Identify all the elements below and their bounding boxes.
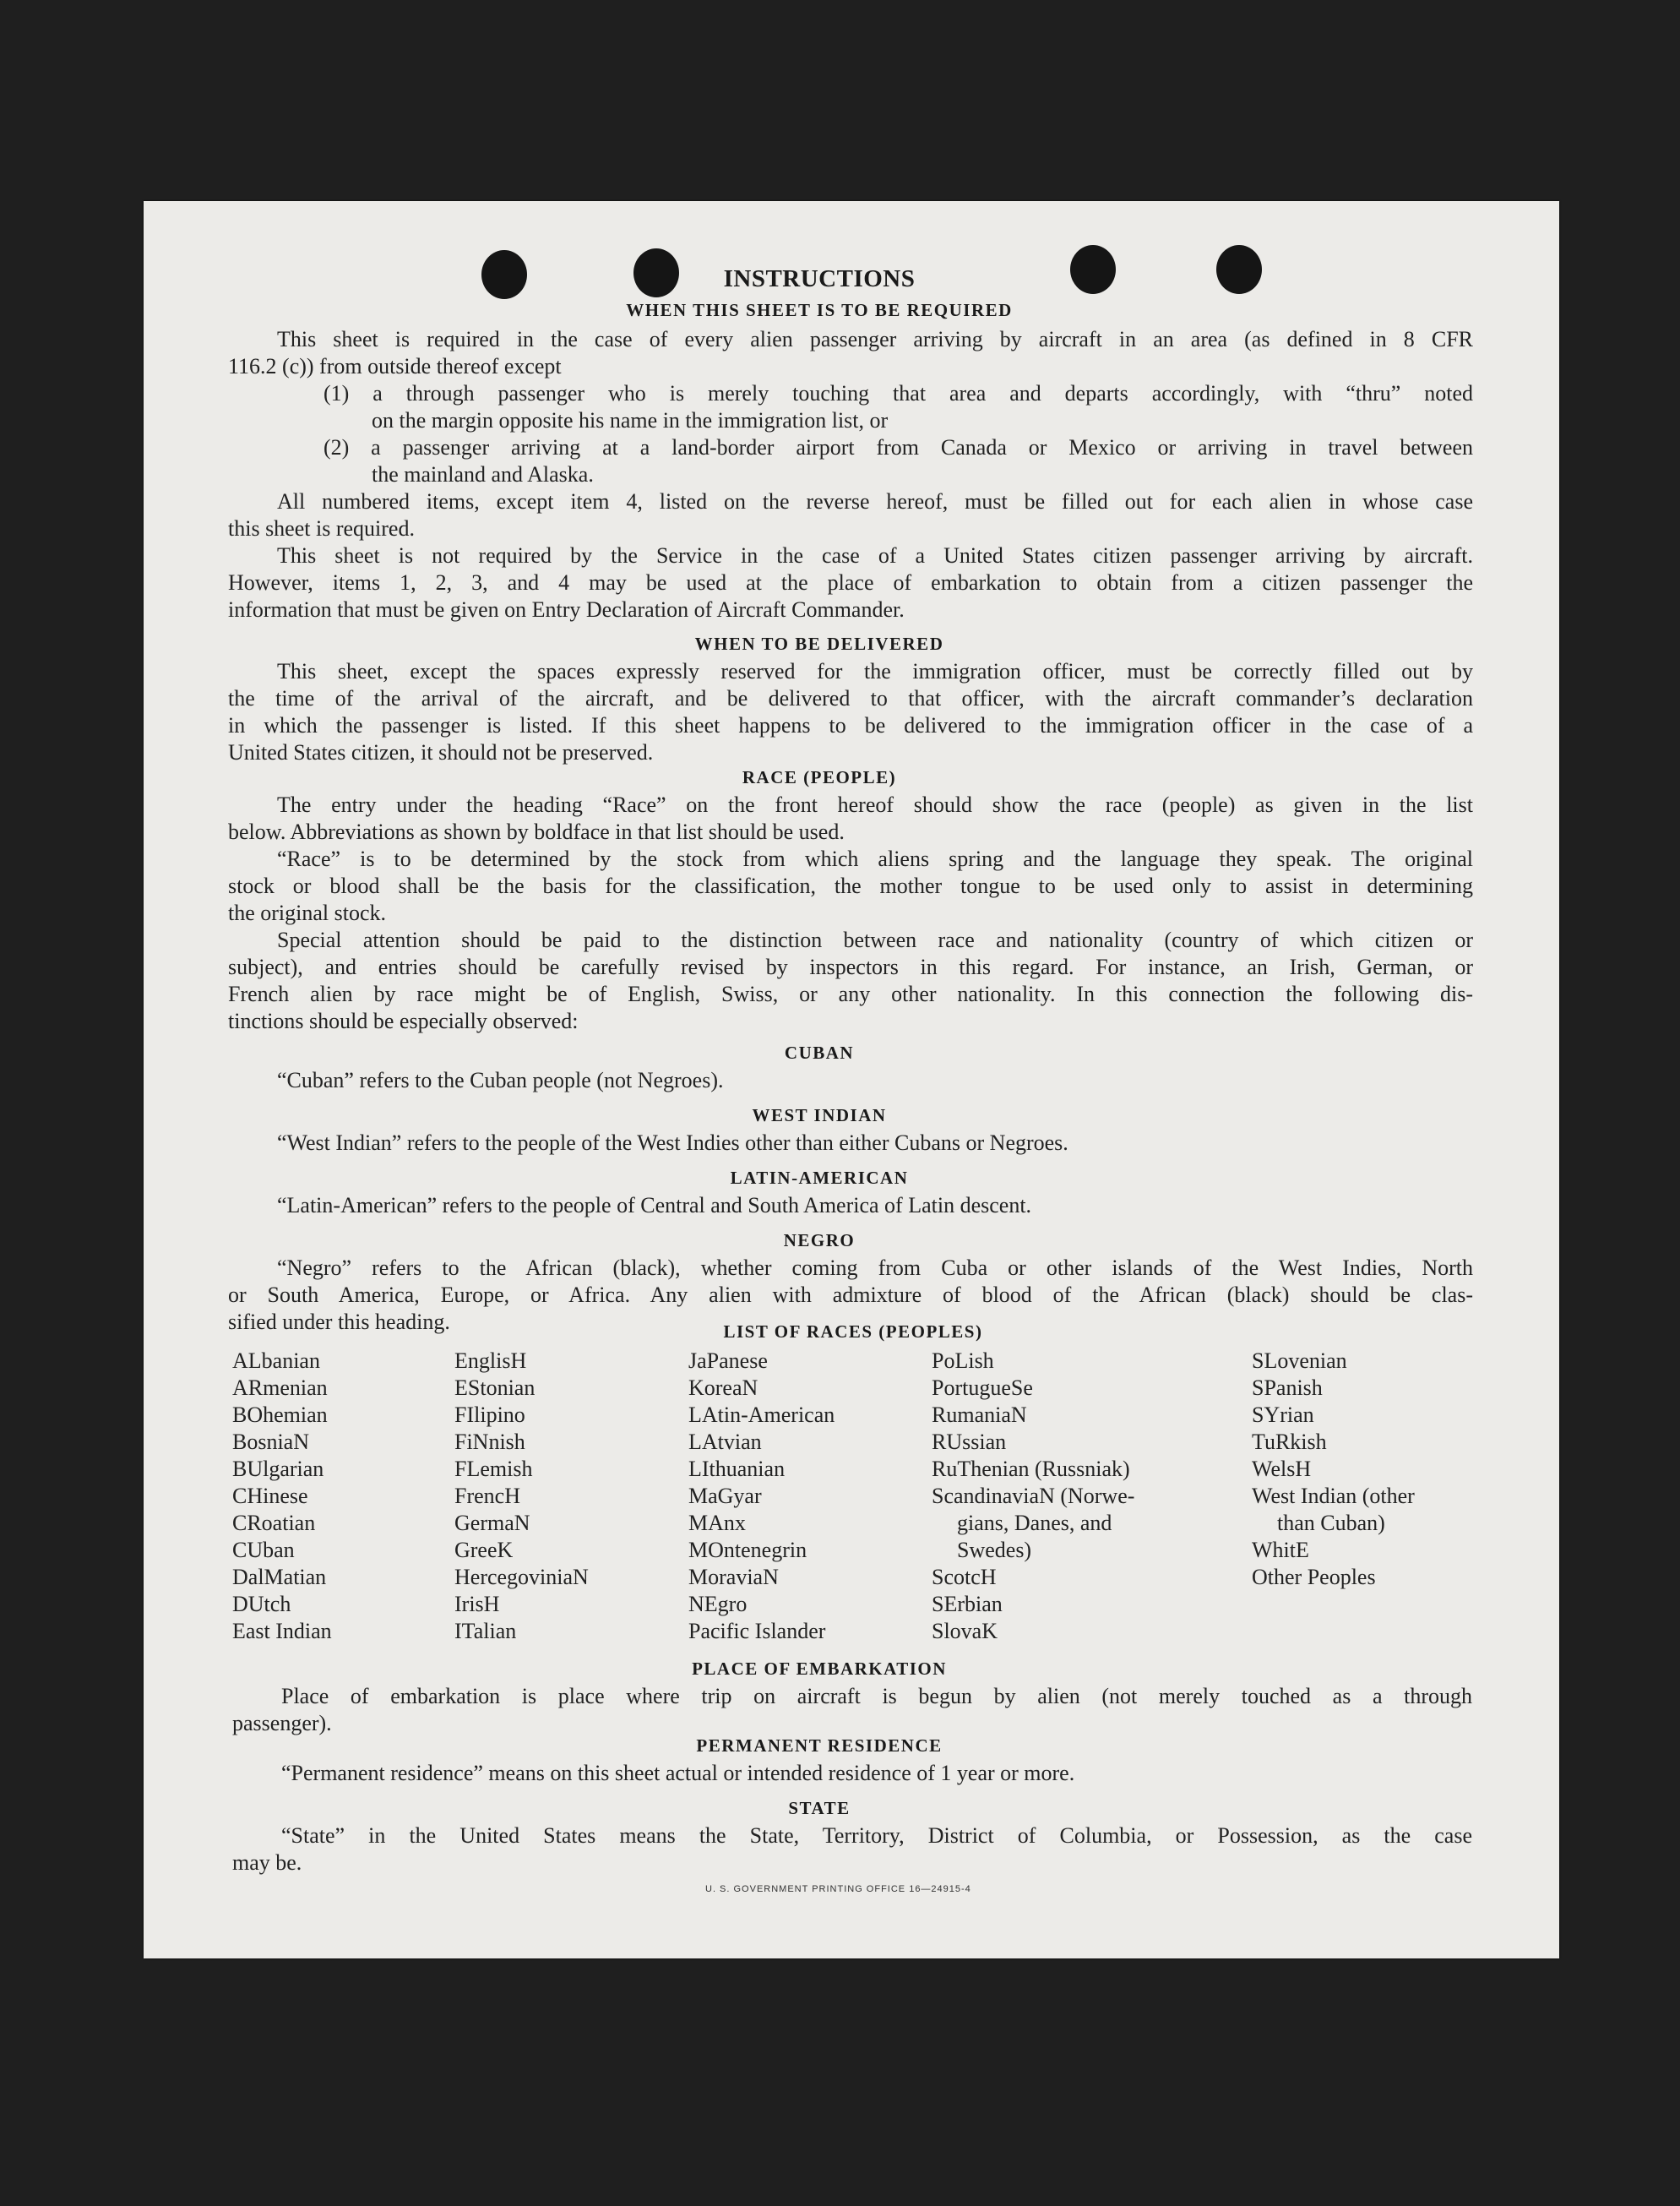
race-item: GermaN bbox=[454, 1511, 530, 1535]
race-item: CRoatian bbox=[232, 1511, 316, 1535]
race-item: West Indian (other bbox=[1252, 1484, 1415, 1508]
text-line: (2) a passenger arriving at a land-border airport from Canada or Mexico or arriving in travel between bbox=[323, 435, 1473, 460]
race-item: DalMatian bbox=[232, 1565, 327, 1589]
race-item: GreeK bbox=[454, 1538, 514, 1562]
heading-west-indian: WEST INDIAN bbox=[752, 1105, 887, 1125]
text-line: subject), and entries should be carefully revised by inspectors in this regard. For instance, an Irish, German, or bbox=[228, 955, 1473, 979]
race-item: SlovaK bbox=[932, 1619, 998, 1643]
race-item: HercegoviniaN bbox=[454, 1565, 589, 1589]
text-line: “Latin-American” refers to the people of Central and South America of Latin descent. bbox=[277, 1193, 1032, 1217]
race-item: ARmenian bbox=[232, 1375, 328, 1400]
race-item: PoLish bbox=[932, 1348, 994, 1373]
instruction-sheet bbox=[144, 201, 1559, 1958]
race-item: ITalian bbox=[454, 1619, 517, 1643]
heading-list-of-races: LIST OF RACES (PEOPLES) bbox=[723, 1321, 983, 1342]
text-line: below. Abbreviations as shown by boldface in that list should be used. bbox=[228, 820, 845, 844]
race-item: Pacific Islander bbox=[688, 1619, 826, 1643]
race-item: LAtvian bbox=[688, 1430, 762, 1454]
text-line: “Race” is to be determined by the stock from which aliens spring and the language they speak. The original bbox=[277, 847, 1473, 871]
text-line: This sheet, except the spaces expressly reserved for the immigration officer, must be correctly filled out by bbox=[277, 659, 1473, 684]
race-item: SErbian bbox=[932, 1592, 1003, 1616]
race-item: SYrian bbox=[1252, 1403, 1314, 1427]
race-item: LIthuanian bbox=[688, 1457, 786, 1481]
race-item: ScandinaviaN (Norwe- bbox=[932, 1484, 1135, 1508]
race-item: BUlgarian bbox=[232, 1457, 324, 1481]
race-item: Swedes) bbox=[957, 1538, 1032, 1562]
text-line: Place of embarkation is place where trip on aircraft is begun by alien (not merely touched as a through bbox=[281, 1684, 1472, 1708]
race-item: EStonian bbox=[454, 1375, 536, 1400]
page-title: INSTRUCTIONS bbox=[723, 265, 916, 292]
text-line: this sheet is required. bbox=[228, 516, 415, 541]
text-line: the mainland and Alaska. bbox=[372, 462, 594, 487]
race-item: RUssian bbox=[932, 1430, 1007, 1454]
race-item: East Indian bbox=[232, 1619, 332, 1643]
race-item: CUban bbox=[232, 1538, 295, 1562]
race-item: WelsH bbox=[1252, 1457, 1312, 1481]
race-item: FrencH bbox=[454, 1484, 520, 1508]
heading-embarkation: PLACE OF EMBARKATION bbox=[692, 1659, 947, 1679]
heading-delivered: WHEN TO BE DELIVERED bbox=[694, 634, 944, 654]
race-item: RuThenian (Russniak) bbox=[932, 1457, 1130, 1481]
text-line: However, items 1, 2, 3, and 4 may be used at the place of embarkation to obtain from a citizen passenger the bbox=[228, 570, 1473, 595]
race-column bbox=[1252, 1348, 1415, 1591]
punch-hole bbox=[1216, 245, 1262, 294]
text-line: stock or blood shall be the basis for the classification, the mother tongue to be used only to assist in determining bbox=[228, 874, 1473, 898]
text-line: French alien by race might be of English, Swiss, or any other nationality. In this connection the following dis- bbox=[228, 982, 1473, 1006]
race-item: MoraviaN bbox=[688, 1565, 779, 1589]
race-item: EnglisH bbox=[454, 1348, 527, 1373]
text-line: information that must be given on Entry Declaration of Aircraft Commander. bbox=[228, 597, 905, 622]
race-item: SLovenian bbox=[1252, 1348, 1347, 1373]
text-line: United States citizen, it should not be preserved. bbox=[228, 740, 654, 765]
printer-imprint: U. S. GOVERNMENT PRINTING OFFICE 16—24915-4 bbox=[705, 1884, 971, 1894]
race-item: than Cuban) bbox=[1277, 1511, 1385, 1535]
text-line: This sheet is not required by the Service in the case of a United States citizen passenger arriving by aircraft. bbox=[277, 543, 1473, 568]
race-item: RumaniaN bbox=[932, 1403, 1027, 1427]
heading-latin-american: LATIN-AMERICAN bbox=[730, 1168, 909, 1188]
text-line: sified under this heading. bbox=[228, 1310, 450, 1334]
race-column bbox=[232, 1348, 332, 1645]
race-item: TuRkish bbox=[1252, 1430, 1327, 1454]
race-column bbox=[454, 1348, 589, 1645]
race-item: MAnx bbox=[688, 1511, 746, 1535]
text-line: may be. bbox=[232, 1850, 302, 1875]
text-line: (1) a through passenger who is merely touching that area and departs accordingly, with “thru” noted bbox=[323, 381, 1473, 406]
race-item: MaGyar bbox=[688, 1484, 762, 1508]
heading-negro: NEGRO bbox=[783, 1230, 856, 1250]
race-column bbox=[688, 1348, 835, 1645]
race-item: MOntenegrin bbox=[688, 1538, 807, 1562]
race-item: KoreaN bbox=[688, 1375, 758, 1400]
text-line: “West Indian” refers to the people of the West Indies other than either Cubans or Negroes. bbox=[277, 1130, 1068, 1155]
text-line: This sheet is required in the case of every alien passenger arriving by aircraft in an area (as defined in 8 CFR bbox=[277, 327, 1473, 351]
text-line: passenger). bbox=[232, 1711, 332, 1735]
race-item: DUtch bbox=[232, 1592, 291, 1616]
text-line: “Permanent residence” means on this sheet actual or intended residence of 1 year or more. bbox=[281, 1761, 1075, 1785]
race-item: ALbanian bbox=[232, 1348, 320, 1373]
race-item: CHinese bbox=[232, 1484, 308, 1508]
heading-residence: PERMANENT RESIDENCE bbox=[696, 1735, 943, 1756]
race-item: IrisH bbox=[454, 1592, 500, 1616]
race-item: SPanish bbox=[1252, 1375, 1323, 1400]
race-item: WhitE bbox=[1252, 1538, 1309, 1562]
text-line: “State” in the United States means the State, Territory, District of Columbia, or Possession, as the case bbox=[281, 1823, 1472, 1848]
text-line: “Cuban” refers to the Cuban people (not Negroes). bbox=[277, 1068, 724, 1092]
text-line: tinctions should be especially observed: bbox=[228, 1009, 579, 1033]
race-column bbox=[932, 1348, 1134, 1645]
race-item: FIlipino bbox=[454, 1403, 525, 1427]
heading-cuban: CUBAN bbox=[784, 1043, 855, 1063]
text-line: the original stock. bbox=[228, 901, 387, 925]
heading-state: STATE bbox=[788, 1798, 851, 1818]
race-item: PortugueSe bbox=[932, 1375, 1033, 1400]
text-line: in which the passenger is listed. If this sheet happens to be delivered to the immigration officer in the case of a bbox=[228, 713, 1473, 738]
text-line: “Negro” refers to the African (black), whether coming from Cuba or other islands of the West Indies, North bbox=[277, 1256, 1473, 1280]
race-item: FiNnish bbox=[454, 1430, 525, 1454]
race-item: Other Peoples bbox=[1252, 1565, 1376, 1589]
text-line: Special attention should be paid to the distinction between race and nationality (country of which citizen or bbox=[277, 928, 1473, 952]
text-line: The entry under the heading “Race” on the front hereof should show the race (people) as given in the list bbox=[277, 793, 1473, 817]
race-item: ScotcH bbox=[932, 1565, 997, 1589]
text-line: All numbered items, except item 4, listed on the reverse hereof, must be filled out for each alien in whose case bbox=[277, 489, 1473, 514]
race-item: NEgro bbox=[688, 1592, 748, 1616]
heading-race: RACE (PEOPLE) bbox=[742, 767, 897, 787]
race-item: LAtin-American bbox=[688, 1403, 835, 1427]
race-item: BOhemian bbox=[232, 1403, 328, 1427]
text-line: on the margin opposite his name in the immigration list, or bbox=[372, 408, 889, 433]
race-item: BosniaN bbox=[232, 1430, 309, 1454]
race-item: gians, Danes, and bbox=[957, 1511, 1112, 1535]
text-line: 116.2 (c)) from outside thereof except bbox=[228, 354, 562, 379]
race-item: FLemish bbox=[454, 1457, 533, 1481]
race-item: JaPanese bbox=[688, 1348, 768, 1373]
text-line: or South America, Europe, or Africa. Any alien with admixture of blood of the African (black) should be clas- bbox=[228, 1283, 1473, 1307]
text-line: the time of the arrival of the aircraft, and be delivered to that officer, with the aircraft commander’s declaration bbox=[228, 686, 1473, 711]
heading-required: WHEN THIS SHEET IS TO BE REQUIRED bbox=[626, 300, 1013, 320]
